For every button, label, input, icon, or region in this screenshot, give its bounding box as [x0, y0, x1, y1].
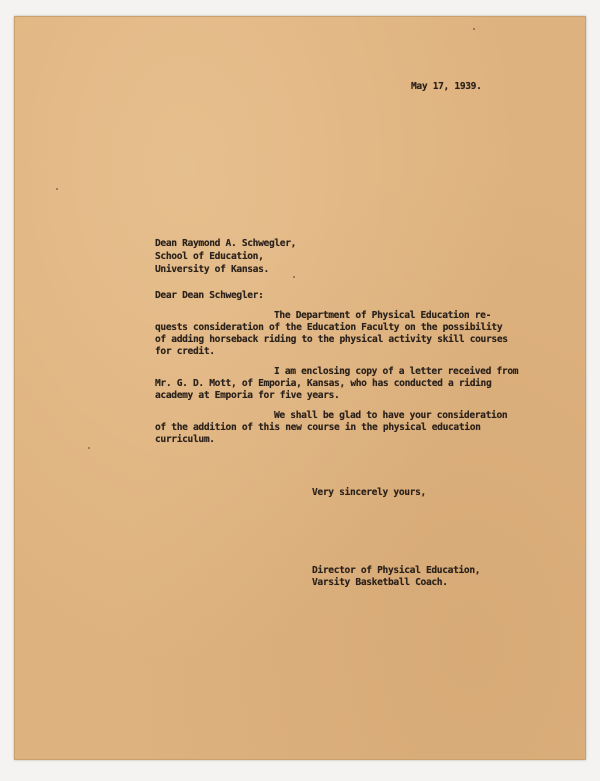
recipient-line-school: School of Education, [155, 251, 264, 262]
paragraph-2-line-1: I am enclosing copy of a letter received from [274, 366, 519, 377]
letter-date: May 17, 1939. [411, 81, 482, 92]
paragraph-1-line-1: The Department of Physical Education re- [274, 310, 492, 321]
paragraph-1-line-4: for credit. [155, 346, 215, 357]
recipient-line-university: University of Kansas. [155, 264, 269, 275]
paper-speck [88, 447, 90, 449]
paper-speck [473, 28, 475, 30]
paragraph-3-line-3: curriculum. [155, 434, 215, 445]
recipient-line-name: Dean Raymond A. Schwegler, [155, 238, 297, 249]
paragraph-2-line-3: academy at Emporia for five years. [155, 390, 340, 401]
closing: Very sincerely yours, [312, 487, 426, 498]
paragraph-3-line-1: We shall be glad to have your consideration [274, 410, 508, 421]
paragraph-2-line-2: Mr. G. D. Mott, of Emporia, Kansas, who has conducted a riding [155, 378, 492, 389]
paragraph-1-line-2: quests consideration of the Education Faculty on the possibility [155, 322, 503, 333]
signature-title-line-2: Varsity Basketball Coach. [312, 577, 448, 588]
salutation: Dear Dean Schwegler: [155, 290, 264, 301]
paragraph-1-line-3: of adding horseback riding to the physical activity skill courses [155, 334, 508, 345]
paragraph-3-line-2: of the addition of this new course in the physical education [155, 422, 481, 433]
paper-speck [293, 276, 295, 278]
paper-speck [56, 188, 58, 190]
signature-title-line-1: Director of Physical Education, [312, 565, 481, 576]
